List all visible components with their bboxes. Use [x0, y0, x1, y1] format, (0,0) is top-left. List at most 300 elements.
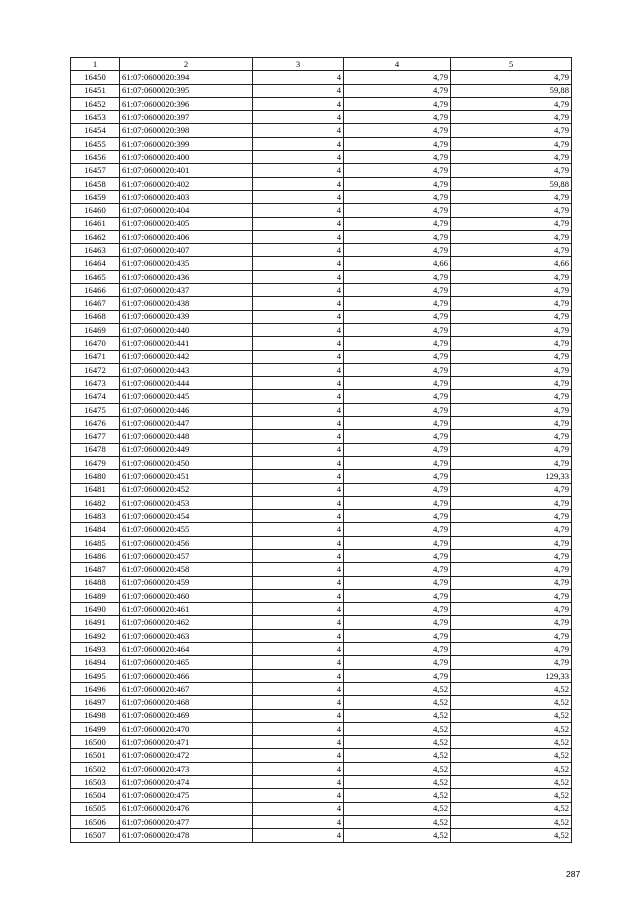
table-cell: 4,79	[451, 323, 572, 336]
table-row	[71, 749, 572, 762]
table-cell: 4,79	[344, 350, 451, 363]
table-cell: 16507	[71, 829, 120, 842]
table-cell: 4,79	[451, 536, 572, 549]
table-cell: 4,52	[344, 722, 451, 735]
table-cell: 61:07:0600020:406	[120, 230, 253, 243]
table-cell: 16459	[71, 190, 120, 203]
table-cell: 4	[253, 789, 344, 802]
table-cell: 61:07:0600020:438	[120, 297, 253, 310]
table-row	[71, 177, 572, 190]
table-cell: 16458	[71, 177, 120, 190]
table-cell: 4,66	[451, 257, 572, 270]
table-row	[71, 137, 572, 150]
table-cell: 4,79	[451, 390, 572, 403]
table-cell: 61:07:0600020:401	[120, 164, 253, 177]
table-cell: 4,79	[344, 643, 451, 656]
table-cell: 4,52	[344, 762, 451, 775]
table-cell: 61:07:0600020:464	[120, 643, 253, 656]
table-cell: 4,79	[344, 656, 451, 669]
table-cell: 16456	[71, 151, 120, 164]
table-cell: 61:07:0600020:448	[120, 430, 253, 443]
table-cell: 61:07:0600020:466	[120, 669, 253, 682]
table-cell: 4,79	[451, 483, 572, 496]
table-cell: 4,79	[451, 137, 572, 150]
table-cell: 61:07:0600020:456	[120, 536, 253, 549]
table-row	[71, 244, 572, 257]
table-cell: 4,79	[451, 377, 572, 390]
table-cell: 4,79	[451, 616, 572, 629]
column-header: 4	[344, 58, 451, 71]
table-row	[71, 217, 572, 230]
table-cell: 4	[253, 629, 344, 642]
table-row	[71, 470, 572, 483]
table-cell: 4,79	[344, 390, 451, 403]
table-cell: 61:07:0600020:402	[120, 177, 253, 190]
table-cell: 4	[253, 549, 344, 562]
table-cell: 4,79	[451, 270, 572, 283]
table-cell: 61:07:0600020:445	[120, 390, 253, 403]
table-cell: 4,79	[451, 124, 572, 137]
table-row	[71, 616, 572, 629]
table-cell: 4,52	[451, 736, 572, 749]
table-cell: 61:07:0600020:454	[120, 510, 253, 523]
table-cell: 16501	[71, 749, 120, 762]
table-cell: 4	[253, 643, 344, 656]
table-row	[71, 204, 572, 217]
table-cell: 4	[253, 589, 344, 602]
table-cell: 4,79	[344, 217, 451, 230]
table-cell: 4,79	[451, 523, 572, 536]
table-cell: 61:07:0600020:442	[120, 350, 253, 363]
table-cell: 4,79	[344, 284, 451, 297]
table-cell: 4,79	[344, 430, 451, 443]
table-cell: 16490	[71, 603, 120, 616]
table-cell: 16487	[71, 563, 120, 576]
table-cell: 61:07:0600020:446	[120, 403, 253, 416]
table-cell: 61:07:0600020:471	[120, 736, 253, 749]
table-cell: 61:07:0600020:455	[120, 523, 253, 536]
table-cell: 61:07:0600020:435	[120, 257, 253, 270]
table-cell: 61:07:0600020:405	[120, 217, 253, 230]
table-row	[71, 417, 572, 430]
table-cell: 61:07:0600020:450	[120, 456, 253, 469]
table-cell: 4,79	[344, 629, 451, 642]
table-cell: 16499	[71, 722, 120, 735]
table-row	[71, 656, 572, 669]
data-table	[70, 57, 572, 843]
table-row	[71, 829, 572, 842]
table-cell: 59,88	[451, 177, 572, 190]
table-cell: 4	[253, 111, 344, 124]
table-cell: 16453	[71, 111, 120, 124]
table-row	[71, 762, 572, 775]
table-row	[71, 709, 572, 722]
table-cell: 16464	[71, 257, 120, 270]
table-cell: 4,52	[451, 802, 572, 815]
table-cell: 61:07:0600020:458	[120, 563, 253, 576]
table-cell: 4,52	[344, 802, 451, 815]
table-cell: 4	[253, 510, 344, 523]
table-cell: 61:07:0600020:478	[120, 829, 253, 842]
table-cell: 61:07:0600020:475	[120, 789, 253, 802]
table-cell: 4	[253, 709, 344, 722]
table-cell: 16454	[71, 124, 120, 137]
table-cell: 4,79	[451, 71, 572, 84]
table-row	[71, 802, 572, 815]
table-row	[71, 257, 572, 270]
table-row	[71, 629, 572, 642]
table-row	[71, 643, 572, 656]
table-cell: 4	[253, 616, 344, 629]
table-cell: 16469	[71, 323, 120, 336]
table-row	[71, 430, 572, 443]
table-row	[71, 696, 572, 709]
table-cell: 16497	[71, 696, 120, 709]
table-row	[71, 297, 572, 310]
table-cell: 4,52	[451, 789, 572, 802]
table-cell: 16500	[71, 736, 120, 749]
table-cell: 16479	[71, 456, 120, 469]
table-cell: 16485	[71, 536, 120, 549]
table-cell: 4	[253, 696, 344, 709]
table-cell: 61:07:0600020:403	[120, 190, 253, 203]
table-cell: 4,79	[344, 363, 451, 376]
table-cell: 4	[253, 177, 344, 190]
table-cell: 4,79	[451, 350, 572, 363]
table-row	[71, 151, 572, 164]
table-cell: 4,79	[344, 270, 451, 283]
table-row	[71, 589, 572, 602]
table-cell: 4,79	[451, 496, 572, 509]
table-cell: 4,79	[344, 563, 451, 576]
table-cell: 16489	[71, 589, 120, 602]
table-cell: 4,79	[451, 629, 572, 642]
table-cell: 16466	[71, 284, 120, 297]
table-cell: 61:07:0600020:436	[120, 270, 253, 283]
table-cell: 16495	[71, 669, 120, 682]
table-cell: 16504	[71, 789, 120, 802]
table-cell: 16452	[71, 97, 120, 110]
table-cell: 4,52	[451, 682, 572, 695]
table-row	[71, 736, 572, 749]
table-cell: 4,79	[344, 297, 451, 310]
table-cell: 4	[253, 284, 344, 297]
table-cell: 59,88	[451, 84, 572, 97]
table-cell: 4,52	[344, 696, 451, 709]
table-cell: 4,52	[451, 762, 572, 775]
table-cell: 4	[253, 576, 344, 589]
table-cell: 4,79	[451, 97, 572, 110]
table-cell: 61:07:0600020:474	[120, 776, 253, 789]
table-cell: 61:07:0600020:400	[120, 151, 253, 164]
table-cell: 4	[253, 669, 344, 682]
table-cell: 4	[253, 84, 344, 97]
table-cell: 61:07:0600020:472	[120, 749, 253, 762]
table-row	[71, 97, 572, 110]
table-row	[71, 496, 572, 509]
table-cell: 4,79	[451, 589, 572, 602]
table-cell: 16474	[71, 390, 120, 403]
table-cell: 4,52	[344, 736, 451, 749]
table-cell: 4,79	[344, 337, 451, 350]
table-cell: 61:07:0600020:465	[120, 656, 253, 669]
table-row	[71, 390, 572, 403]
header-row	[71, 58, 572, 71]
table-cell: 4,66	[344, 257, 451, 270]
table-cell: 4,52	[451, 815, 572, 828]
table-cell: 4,52	[451, 829, 572, 842]
table-cell: 4	[253, 736, 344, 749]
table-cell: 16498	[71, 709, 120, 722]
table-row	[71, 536, 572, 549]
table-row	[71, 815, 572, 828]
table-cell: 4,79	[344, 589, 451, 602]
table-row	[71, 310, 572, 323]
table-cell: 61:07:0600020:404	[120, 204, 253, 217]
table-cell: 16493	[71, 643, 120, 656]
table-cell: 4	[253, 722, 344, 735]
table-cell: 4,79	[451, 403, 572, 416]
table-cell: 4,52	[344, 789, 451, 802]
table-cell: 4,79	[451, 111, 572, 124]
table-row	[71, 230, 572, 243]
table-row	[71, 510, 572, 523]
table-cell: 4,79	[344, 97, 451, 110]
table-cell: 4,79	[344, 603, 451, 616]
table-cell: 4,79	[344, 323, 451, 336]
table-cell: 16465	[71, 270, 120, 283]
table-cell: 4	[253, 563, 344, 576]
table-cell: 4	[253, 337, 344, 350]
table-row	[71, 284, 572, 297]
table-row	[71, 563, 572, 576]
table-cell: 4,79	[451, 230, 572, 243]
table-cell: 61:07:0600020:459	[120, 576, 253, 589]
table-row	[71, 789, 572, 802]
table-cell: 4,79	[451, 310, 572, 323]
column-header: 5	[451, 58, 572, 71]
table-cell: 4,52	[451, 776, 572, 789]
table-cell: 61:07:0600020:395	[120, 84, 253, 97]
table-cell: 4,52	[344, 709, 451, 722]
table-cell: 4	[253, 244, 344, 257]
table-cell: 61:07:0600020:462	[120, 616, 253, 629]
table-row	[71, 483, 572, 496]
table-cell: 4	[253, 443, 344, 456]
table-cell: 4	[253, 323, 344, 336]
table-cell: 61:07:0600020:394	[120, 71, 253, 84]
table-row	[71, 377, 572, 390]
table-cell: 4	[253, 682, 344, 695]
table-row	[71, 549, 572, 562]
table-cell: 16486	[71, 549, 120, 562]
table-cell: 4,79	[344, 616, 451, 629]
table-cell: 4,52	[451, 722, 572, 735]
table-row	[71, 523, 572, 536]
table-row	[71, 443, 572, 456]
table-cell: 61:07:0600020:447	[120, 417, 253, 430]
table-cell: 4,79	[344, 443, 451, 456]
table-cell: 4	[253, 217, 344, 230]
table-cell: 4	[253, 762, 344, 775]
table-cell: 4,79	[344, 190, 451, 203]
table-cell: 4,79	[344, 403, 451, 416]
table-cell: 4,79	[451, 443, 572, 456]
table-cell: 16473	[71, 377, 120, 390]
table-cell: 16505	[71, 802, 120, 815]
table-cell: 4	[253, 164, 344, 177]
table-row	[71, 456, 572, 469]
table-cell: 61:07:0600020:398	[120, 124, 253, 137]
table-cell: 4	[253, 496, 344, 509]
table-cell: 4	[253, 815, 344, 828]
table-cell: 4,79	[451, 244, 572, 257]
table-cell: 129,33	[451, 470, 572, 483]
table-cell: 4,79	[451, 164, 572, 177]
table-cell: 4,79	[451, 510, 572, 523]
table-cell: 61:07:0600020:437	[120, 284, 253, 297]
table-cell: 4	[253, 802, 344, 815]
table-cell: 4,79	[451, 656, 572, 669]
table-cell: 4,79	[344, 124, 451, 137]
table-body	[71, 71, 572, 842]
table-cell: 4,79	[451, 204, 572, 217]
page-number: 287	[566, 869, 581, 879]
table-cell: 4,79	[344, 244, 451, 257]
table-cell: 4	[253, 363, 344, 376]
table-cell: 4,79	[451, 284, 572, 297]
table-cell: 4,79	[344, 84, 451, 97]
table-row	[71, 576, 572, 589]
table-cell: 4,79	[344, 669, 451, 682]
table-cell: 61:07:0600020:399	[120, 137, 253, 150]
table-cell: 4,79	[344, 310, 451, 323]
table-cell: 16483	[71, 510, 120, 523]
table-cell: 16460	[71, 204, 120, 217]
table-cell: 4,79	[451, 563, 572, 576]
table-cell: 4	[253, 829, 344, 842]
table-cell: 4	[253, 151, 344, 164]
table-cell: 16463	[71, 244, 120, 257]
table-cell: 61:07:0600020:470	[120, 722, 253, 735]
table-cell: 16503	[71, 776, 120, 789]
table-cell: 4	[253, 417, 344, 430]
table-cell: 61:07:0600020:457	[120, 549, 253, 562]
table-cell: 4,79	[344, 230, 451, 243]
table-cell: 61:07:0600020:449	[120, 443, 253, 456]
table-row	[71, 603, 572, 616]
table-cell: 16506	[71, 815, 120, 828]
table-cell: 4,79	[344, 496, 451, 509]
table-cell: 4	[253, 523, 344, 536]
table-cell: 4	[253, 124, 344, 137]
table-cell: 4	[253, 483, 344, 496]
table-cell: 4,79	[451, 549, 572, 562]
table-cell: 61:07:0600020:463	[120, 629, 253, 642]
table-cell: 4,79	[344, 164, 451, 177]
table-row	[71, 722, 572, 735]
table-cell: 4	[253, 97, 344, 110]
table-cell: 4,79	[344, 483, 451, 496]
table-row	[71, 682, 572, 695]
table-cell: 4	[253, 776, 344, 789]
table-cell: 16471	[71, 350, 120, 363]
column-header: 3	[253, 58, 344, 71]
table-row	[71, 350, 572, 363]
table-cell: 16480	[71, 470, 120, 483]
table-cell: 16494	[71, 656, 120, 669]
table-cell: 61:07:0600020:407	[120, 244, 253, 257]
table-cell: 4,79	[344, 377, 451, 390]
table-cell: 61:07:0600020:473	[120, 762, 253, 775]
table-cell: 61:07:0600020:477	[120, 815, 253, 828]
table-row	[71, 363, 572, 376]
table-cell: 61:07:0600020:397	[120, 111, 253, 124]
table-cell: 61:07:0600020:469	[120, 709, 253, 722]
table-cell: 4,52	[451, 709, 572, 722]
table-cell: 4	[253, 377, 344, 390]
table-cell: 4,52	[451, 696, 572, 709]
table-cell: 4,79	[344, 177, 451, 190]
table-cell: 61:07:0600020:452	[120, 483, 253, 496]
table-cell: 129,33	[451, 669, 572, 682]
table-cell: 4	[253, 310, 344, 323]
table-cell: 4	[253, 430, 344, 443]
table-cell: 4,79	[451, 363, 572, 376]
table-cell: 4	[253, 403, 344, 416]
table-cell: 4,79	[344, 523, 451, 536]
table-cell: 61:07:0600020:396	[120, 97, 253, 110]
table-cell: 61:07:0600020:476	[120, 802, 253, 815]
table-cell: 61:07:0600020:453	[120, 496, 253, 509]
table-cell: 4,79	[451, 456, 572, 469]
table-cell: 4	[253, 270, 344, 283]
table-row	[71, 124, 572, 137]
table-cell: 4,52	[344, 776, 451, 789]
table-cell: 16470	[71, 337, 120, 350]
table-row	[71, 669, 572, 682]
table-row	[71, 337, 572, 350]
table-cell: 4,79	[451, 643, 572, 656]
table-cell: 4,79	[344, 111, 451, 124]
table-cell: 4	[253, 350, 344, 363]
table-cell: 4,79	[451, 576, 572, 589]
table-cell: 16476	[71, 417, 120, 430]
table-cell: 4	[253, 137, 344, 150]
table-cell: 4,79	[451, 297, 572, 310]
table-cell: 4	[253, 257, 344, 270]
table-cell: 4,79	[344, 204, 451, 217]
table-cell: 16477	[71, 430, 120, 443]
table-cell: 61:07:0600020:451	[120, 470, 253, 483]
table-cell: 4,79	[451, 190, 572, 203]
table-row	[71, 84, 572, 97]
table-cell: 4,79	[451, 337, 572, 350]
table-cell: 4	[253, 536, 344, 549]
table-cell: 4	[253, 71, 344, 84]
table-cell: 4,52	[451, 749, 572, 762]
table-cell: 4	[253, 749, 344, 762]
table-row	[71, 323, 572, 336]
table-cell: 4	[253, 230, 344, 243]
table-cell: 16484	[71, 523, 120, 536]
table-cell: 4,79	[451, 430, 572, 443]
table-cell: 16467	[71, 297, 120, 310]
table-row	[71, 71, 572, 84]
table-cell: 4	[253, 190, 344, 203]
table-cell: 4,79	[451, 417, 572, 430]
table-cell: 16491	[71, 616, 120, 629]
